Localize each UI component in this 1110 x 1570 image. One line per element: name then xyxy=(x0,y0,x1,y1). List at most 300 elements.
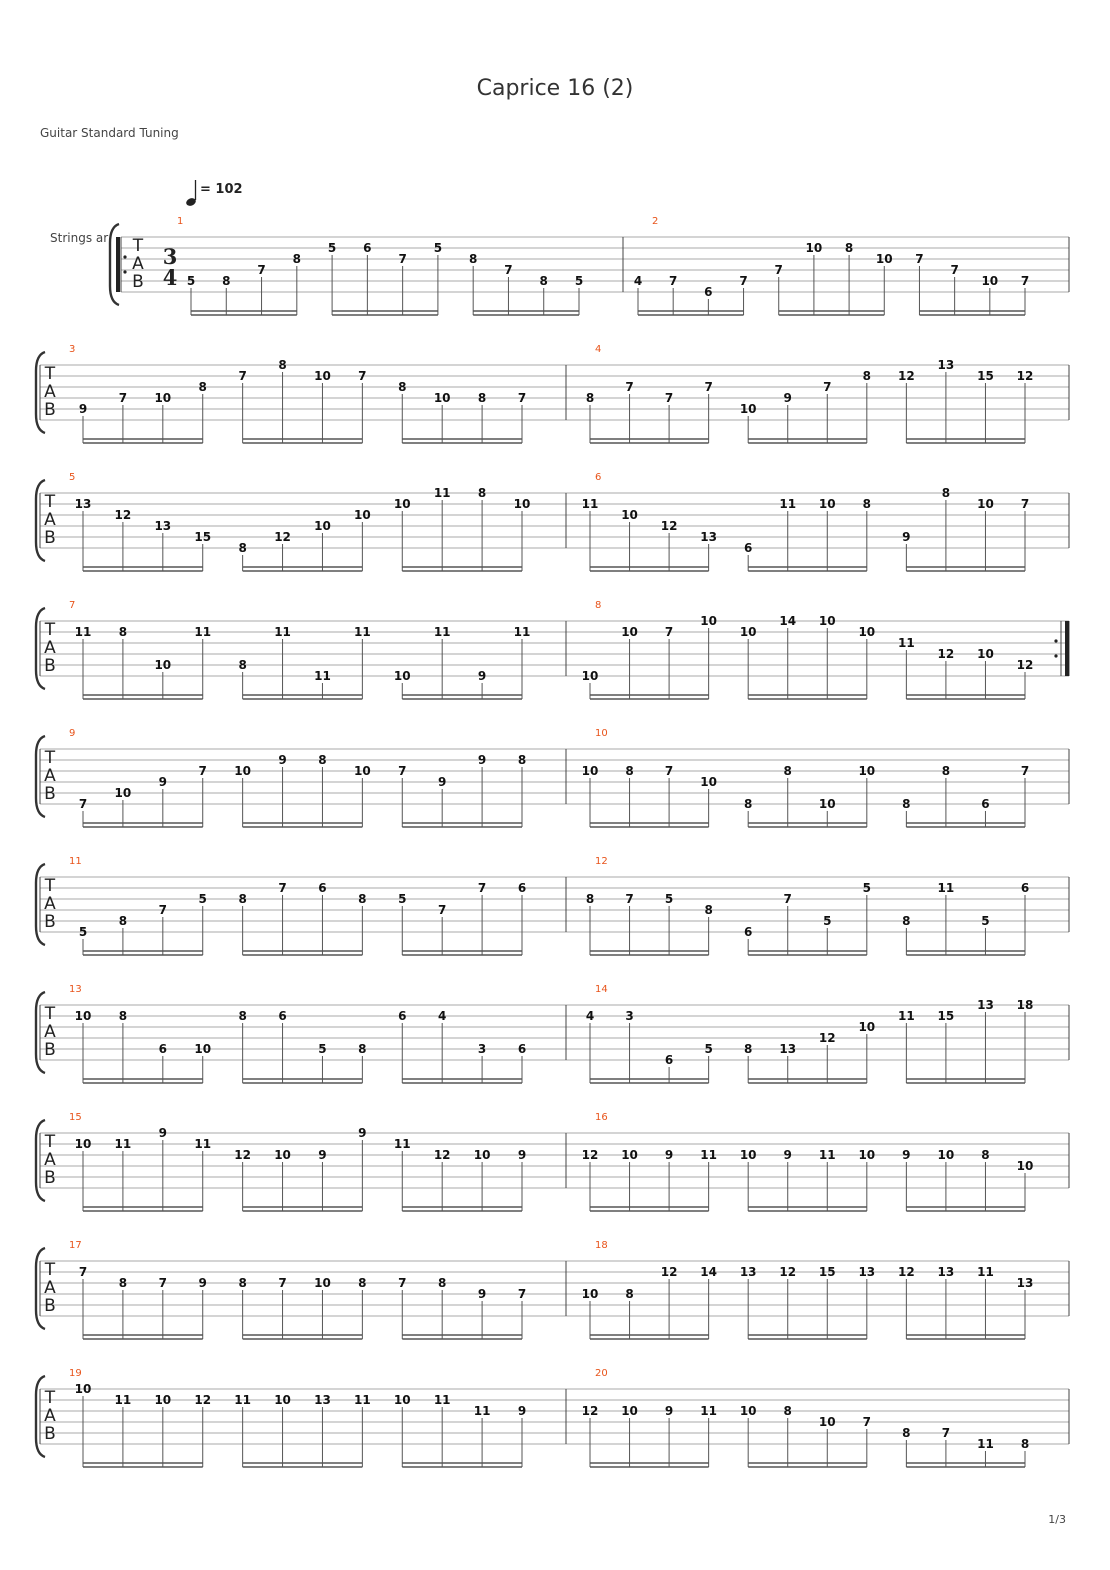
fret-number: 13 xyxy=(937,358,955,372)
fret-number: 10 xyxy=(818,797,836,811)
fret-number: 10 xyxy=(977,647,994,661)
fret-number: 7 xyxy=(915,252,924,266)
measure xyxy=(69,728,526,827)
fret-number: 7 xyxy=(704,380,713,394)
fret-number: 12 xyxy=(274,530,291,544)
fret-number: 7 xyxy=(664,764,674,778)
fret-number: 5 xyxy=(981,914,990,928)
fret-number: 8 xyxy=(704,903,713,917)
fret-number: 10 xyxy=(739,625,757,639)
tab-clef-letter: A xyxy=(44,1150,56,1170)
fret-number: 11 xyxy=(274,625,291,639)
fret-number: 8 xyxy=(744,797,753,811)
fret-number: 9 xyxy=(438,775,447,789)
fret-number: 7 xyxy=(78,797,88,811)
fret-number: 13 xyxy=(937,1265,955,1279)
measure xyxy=(69,472,530,571)
fret-number: 3 xyxy=(477,1042,487,1056)
fret-number: 11 xyxy=(114,1393,132,1407)
fret-number: 7 xyxy=(1020,764,1030,778)
fret-number: 10 xyxy=(700,614,717,628)
fret-number: 10 xyxy=(354,764,371,778)
fret-number: 4 xyxy=(438,1009,447,1023)
fret-number: 10 xyxy=(234,764,251,778)
fret-number: 12 xyxy=(898,1265,915,1279)
fret-number: 10 xyxy=(1016,1159,1034,1173)
measure-number: 16 xyxy=(595,1112,608,1123)
measure-number: 18 xyxy=(595,1240,608,1251)
fret-number: 8 xyxy=(625,1287,634,1301)
fret-number: 8 xyxy=(862,369,871,383)
fret-number: 9 xyxy=(158,1126,167,1140)
fret-number: 11 xyxy=(700,1148,717,1162)
tab-clef-letter: B xyxy=(44,1424,56,1444)
fret-number: 10 xyxy=(154,658,172,672)
fret-number: 7 xyxy=(398,764,407,778)
repeat-end-thick-bar xyxy=(1065,621,1069,676)
fret-number: 8 xyxy=(358,1042,367,1056)
fret-number: 11 xyxy=(977,1437,994,1451)
measure xyxy=(69,600,530,699)
fret-number: 11 xyxy=(937,881,955,895)
measure xyxy=(586,344,1034,443)
fret-number: 7 xyxy=(158,903,167,917)
measure-number: 19 xyxy=(69,1368,82,1379)
measure-number: 2 xyxy=(652,216,659,227)
fret-number: 6 xyxy=(517,1042,527,1056)
fret-number: 8 xyxy=(118,625,128,639)
fret-number: 11 xyxy=(898,1009,915,1023)
repeat-dot xyxy=(123,270,126,273)
fret-number: 11 xyxy=(473,1404,491,1418)
fret-number: 10 xyxy=(74,1137,92,1151)
tab-clef-letter: A xyxy=(132,254,144,274)
fret-number: 8 xyxy=(238,892,247,906)
fret-number: 7 xyxy=(950,263,959,277)
fret-number: 11 xyxy=(433,1393,451,1407)
fret-number: 6 xyxy=(363,241,372,255)
fret-number: 8 xyxy=(902,1426,911,1440)
fret-number: 6 xyxy=(398,1009,407,1023)
fret-number: 8 xyxy=(744,1042,753,1056)
fret-number: 12 xyxy=(194,1393,212,1407)
fret-number: 5 xyxy=(198,892,207,906)
fret-number: 11 xyxy=(74,625,92,639)
fret-number: 9 xyxy=(517,1404,527,1418)
fret-number: 12 xyxy=(433,1148,451,1162)
fret-number: 7 xyxy=(398,252,407,266)
fret-number: 7 xyxy=(118,391,128,405)
measure-number: 15 xyxy=(69,1112,82,1123)
fret-number: 15 xyxy=(818,1265,836,1279)
fret-number: 13 xyxy=(74,497,92,511)
fret-number: 8 xyxy=(118,1009,128,1023)
fret-number: 13 xyxy=(858,1265,876,1279)
fret-number: 10 xyxy=(74,1009,92,1023)
staff-system xyxy=(36,984,1069,1083)
fret-number: 5 xyxy=(327,241,337,255)
fret-number: 7 xyxy=(739,274,748,288)
fret-number: 9 xyxy=(278,753,287,767)
fret-number: 10 xyxy=(858,1148,876,1162)
fret-number: 7 xyxy=(438,903,447,917)
fret-number: 8 xyxy=(469,252,478,266)
fret-number: 10 xyxy=(739,402,757,416)
fret-number: 7 xyxy=(625,892,634,906)
fret-number: 15 xyxy=(194,530,212,544)
fret-number: 8 xyxy=(238,541,247,555)
tab-clef-letter: T xyxy=(44,876,56,896)
tab-clef-letter: T xyxy=(44,1260,56,1280)
fret-number: 9 xyxy=(198,1276,207,1290)
fret-number: 11 xyxy=(194,1137,212,1151)
fret-number: 15 xyxy=(937,1009,955,1023)
fret-number: 10 xyxy=(875,252,893,266)
fret-number: 9 xyxy=(477,1287,487,1301)
measure xyxy=(582,472,1030,571)
fret-number: 9 xyxy=(477,753,487,767)
tab-clef-letter: T xyxy=(132,236,144,256)
fret-number: 8 xyxy=(358,1276,367,1290)
tab-clef-letter: A xyxy=(44,510,56,530)
fret-number: 9 xyxy=(783,391,792,405)
measure xyxy=(586,856,1029,955)
fret-number: 8 xyxy=(222,274,231,288)
fret-number: 8 xyxy=(902,797,911,811)
fret-number: 8 xyxy=(902,914,911,928)
tab-clef-letter: A xyxy=(44,894,56,914)
fret-number: 7 xyxy=(278,881,287,895)
tab-clef-letter: T xyxy=(44,492,56,512)
fret-number: 8 xyxy=(625,764,634,778)
fret-number: 11 xyxy=(433,486,451,500)
fret-number: 8 xyxy=(292,252,301,266)
fret-number: 10 xyxy=(937,1148,955,1162)
measure-number: 1 xyxy=(177,216,184,227)
fret-number: 7 xyxy=(1020,497,1030,511)
fret-number: 8 xyxy=(118,1276,128,1290)
quarter-note-icon xyxy=(185,180,197,207)
fret-number: 10 xyxy=(858,764,876,778)
fret-number: 9 xyxy=(318,1148,327,1162)
page-number: 1/3 xyxy=(1048,1513,1066,1526)
fret-number: 7 xyxy=(278,1276,287,1290)
fret-number: 10 xyxy=(621,1148,638,1162)
fret-number: 10 xyxy=(581,1287,599,1301)
tuning-label: Guitar Standard Tuning xyxy=(40,126,179,140)
fret-number: 8 xyxy=(585,391,595,405)
tab-clef-letter: A xyxy=(44,1022,56,1042)
fret-number: 11 xyxy=(433,625,451,639)
fret-number: 8 xyxy=(941,764,951,778)
tab-clef-letter: B xyxy=(44,1168,56,1188)
fret-number: 6 xyxy=(318,881,327,895)
tab-clef-letter: B xyxy=(44,784,56,804)
fret-number: 6 xyxy=(664,1053,674,1067)
fret-number: 7 xyxy=(504,263,513,277)
tab-clef-letter: T xyxy=(44,1004,56,1024)
time-signature-denominator: 4 xyxy=(162,265,178,290)
page-title: Caprice 16 (2) xyxy=(476,76,634,101)
repeat-start-thick-bar xyxy=(116,237,120,292)
fret-number: 7 xyxy=(358,369,367,383)
measure xyxy=(582,1368,1030,1467)
fret-number: 9 xyxy=(783,1148,792,1162)
fret-number: 6 xyxy=(517,881,527,895)
tab-clef-letter: T xyxy=(44,748,56,768)
fret-number: 8 xyxy=(238,1276,247,1290)
fret-number: 12 xyxy=(818,1031,836,1045)
tab-clef-letter: T xyxy=(44,620,56,640)
tab-clef-letter: B xyxy=(44,656,56,676)
tab-clef-letter: A xyxy=(44,766,56,786)
fret-number: 8 xyxy=(585,892,595,906)
fret-number: 10 xyxy=(354,508,371,522)
fret-number: 10 xyxy=(621,625,638,639)
fret-number: 8 xyxy=(238,1009,247,1023)
fret-number: 12 xyxy=(234,1148,251,1162)
fret-number: 18 xyxy=(1016,998,1034,1012)
staff-system xyxy=(36,1368,1069,1467)
fret-number: 11 xyxy=(393,1137,411,1151)
tempo-marking xyxy=(185,180,243,207)
measure-number: 4 xyxy=(595,344,602,355)
fret-number: 11 xyxy=(314,669,331,683)
fret-number: 14 xyxy=(779,614,797,628)
fret-number: 13 xyxy=(779,1042,797,1056)
measure-number: 12 xyxy=(595,856,608,867)
measure xyxy=(69,1112,526,1211)
fret-number: 10 xyxy=(818,614,836,628)
fret-number: 8 xyxy=(278,358,287,372)
fret-number: 7 xyxy=(625,380,634,394)
repeat-dot xyxy=(1054,654,1057,657)
staff-system xyxy=(36,472,1069,571)
fret-number: 8 xyxy=(539,274,548,288)
fret-number: 8 xyxy=(862,497,871,511)
fret-number: 13 xyxy=(154,519,172,533)
fret-number: 7 xyxy=(398,1276,407,1290)
tab-clef-letter: T xyxy=(44,364,56,384)
fret-number: 10 xyxy=(581,764,599,778)
fret-number: 8 xyxy=(318,753,327,767)
fret-number: 15 xyxy=(977,369,994,383)
fret-number: 10 xyxy=(805,241,823,255)
fret-number: 12 xyxy=(660,1265,678,1279)
measure-number: 3 xyxy=(69,344,76,355)
fret-number: 9 xyxy=(902,1148,911,1162)
fret-number: 7 xyxy=(774,263,783,277)
fret-number: 10 xyxy=(739,1148,757,1162)
fret-number: 11 xyxy=(513,625,531,639)
fret-number: 13 xyxy=(314,1393,331,1407)
fret-number: 10 xyxy=(114,786,132,800)
fret-number: 10 xyxy=(700,775,717,789)
fret-number: 10 xyxy=(194,1042,212,1056)
fret-number: 6 xyxy=(704,285,713,299)
fret-number: 11 xyxy=(818,1148,836,1162)
fret-number: 8 xyxy=(783,1404,792,1418)
fret-number: 10 xyxy=(977,497,994,511)
fret-number: 11 xyxy=(581,497,599,511)
measure-number: 9 xyxy=(69,728,76,739)
fret-number: 13 xyxy=(739,1265,757,1279)
tab-clef-letter: A xyxy=(44,1406,56,1426)
fret-number: 7 xyxy=(823,380,832,394)
staff-system xyxy=(36,1240,1069,1339)
fret-number: 10 xyxy=(154,1393,172,1407)
fret-number: 11 xyxy=(114,1137,132,1151)
fret-number: 7 xyxy=(198,764,207,778)
measure-number: 5 xyxy=(69,472,76,483)
fret-number: 6 xyxy=(1020,881,1030,895)
time-signature-numerator: 3 xyxy=(162,244,178,269)
measure xyxy=(69,1368,526,1467)
fret-number: 9 xyxy=(902,530,911,544)
measure-number: 13 xyxy=(69,984,82,995)
fret-number: 7 xyxy=(517,1287,527,1301)
fret-number: 9 xyxy=(477,669,487,683)
fret-number: 6 xyxy=(981,797,990,811)
tab-clef-letter: B xyxy=(44,1040,56,1060)
fret-number: 10 xyxy=(274,1393,291,1407)
fret-number: 10 xyxy=(433,391,451,405)
fret-number: 9 xyxy=(664,1404,674,1418)
fret-number: 10 xyxy=(739,1404,757,1418)
fret-number: 8 xyxy=(477,486,487,500)
tab-clef-letter: B xyxy=(44,1296,56,1316)
fret-number: 10 xyxy=(581,669,599,683)
measure xyxy=(582,1112,1034,1211)
fret-number: 10 xyxy=(314,519,331,533)
fret-number: 7 xyxy=(669,274,678,288)
fret-number: 6 xyxy=(158,1042,167,1056)
fret-number: 7 xyxy=(158,1276,167,1290)
fret-number: 10 xyxy=(154,391,172,405)
fret-number: 8 xyxy=(238,658,247,672)
fret-number: 5 xyxy=(704,1042,713,1056)
fret-number: 11 xyxy=(194,625,212,639)
fret-number: 7 xyxy=(664,625,674,639)
fret-number: 7 xyxy=(783,892,792,906)
measure-number: 10 xyxy=(595,728,608,739)
fret-number: 6 xyxy=(744,925,753,939)
measure-number: 14 xyxy=(595,984,608,995)
staff-system xyxy=(36,856,1069,955)
fret-number: 7 xyxy=(78,1265,88,1279)
measure xyxy=(69,984,526,1083)
fret-number: 8 xyxy=(198,380,207,394)
fret-number: 10 xyxy=(274,1148,291,1162)
measure xyxy=(69,1240,526,1339)
measure xyxy=(634,216,1029,315)
fret-number: 9 xyxy=(517,1148,527,1162)
staff-system xyxy=(36,1112,1069,1211)
fret-number: 11 xyxy=(977,1265,994,1279)
fret-number: 8 xyxy=(477,391,487,405)
fret-number: 12 xyxy=(779,1265,797,1279)
fret-number: 12 xyxy=(581,1148,599,1162)
measure-number: 11 xyxy=(69,856,82,867)
fret-number: 12 xyxy=(114,508,132,522)
fret-number: 11 xyxy=(354,625,371,639)
fret-number: 12 xyxy=(937,647,955,661)
fret-number: 7 xyxy=(1020,274,1030,288)
tab-clef-letter: B xyxy=(44,528,56,548)
measure xyxy=(116,216,583,315)
measure xyxy=(582,1240,1034,1339)
fret-number: 8 xyxy=(398,380,407,394)
measure-number: 17 xyxy=(69,1240,82,1251)
fret-number: 7 xyxy=(941,1426,951,1440)
fret-number: 12 xyxy=(660,519,678,533)
fret-number: 8 xyxy=(358,892,367,906)
measure-number: 8 xyxy=(595,600,602,611)
fret-number: 10 xyxy=(314,369,331,383)
fret-number: 11 xyxy=(700,1404,717,1418)
fret-number: 5 xyxy=(318,1042,327,1056)
fret-number: 8 xyxy=(783,764,792,778)
fret-number: 7 xyxy=(664,391,674,405)
fret-number: 8 xyxy=(118,914,128,928)
fret-number: 5 xyxy=(574,274,584,288)
fret-number: 11 xyxy=(898,636,915,650)
fret-number: 10 xyxy=(621,508,638,522)
fret-number: 10 xyxy=(858,625,876,639)
fret-number: 11 xyxy=(234,1393,251,1407)
measure xyxy=(586,984,1034,1083)
fret-number: 5 xyxy=(862,881,871,895)
staff-system xyxy=(36,344,1069,443)
fret-number: 10 xyxy=(393,669,411,683)
staff-system xyxy=(36,600,1069,699)
fret-number: 5 xyxy=(823,914,832,928)
staff-systems xyxy=(36,216,1069,1467)
fret-number: 10 xyxy=(393,1393,411,1407)
measure xyxy=(69,344,526,443)
fret-number: 7 xyxy=(517,391,527,405)
fret-number: 13 xyxy=(700,530,717,544)
fret-number: 8 xyxy=(844,241,854,255)
fret-number: 10 xyxy=(858,1020,876,1034)
measure xyxy=(582,600,1069,699)
fret-number: 10 xyxy=(314,1276,331,1290)
fret-number: 14 xyxy=(700,1265,717,1279)
fret-number: 9 xyxy=(664,1148,674,1162)
tab-clef-letter: A xyxy=(44,1278,56,1298)
fret-number: 11 xyxy=(779,497,797,511)
fret-number: 3 xyxy=(625,1009,634,1023)
fret-number: 7 xyxy=(862,1415,871,1429)
fret-number: 6 xyxy=(278,1009,287,1023)
fret-number: 9 xyxy=(78,402,88,416)
tempo-text: = 102 xyxy=(200,182,243,197)
fret-number: 9 xyxy=(158,775,167,789)
fret-number: 9 xyxy=(358,1126,367,1140)
fret-number: 10 xyxy=(981,274,999,288)
fret-number: 7 xyxy=(257,263,266,277)
tab-clef-letter: A xyxy=(44,638,56,658)
fret-number: 8 xyxy=(1020,1437,1030,1451)
fret-number: 12 xyxy=(1016,658,1034,672)
fret-number: 11 xyxy=(354,1393,371,1407)
fret-number: 10 xyxy=(818,497,836,511)
track-name: Strings ar xyxy=(50,231,109,245)
fret-number: 10 xyxy=(473,1148,491,1162)
fret-number: 5 xyxy=(664,892,674,906)
fret-number: 8 xyxy=(941,486,951,500)
measure-number: 6 xyxy=(595,472,602,483)
